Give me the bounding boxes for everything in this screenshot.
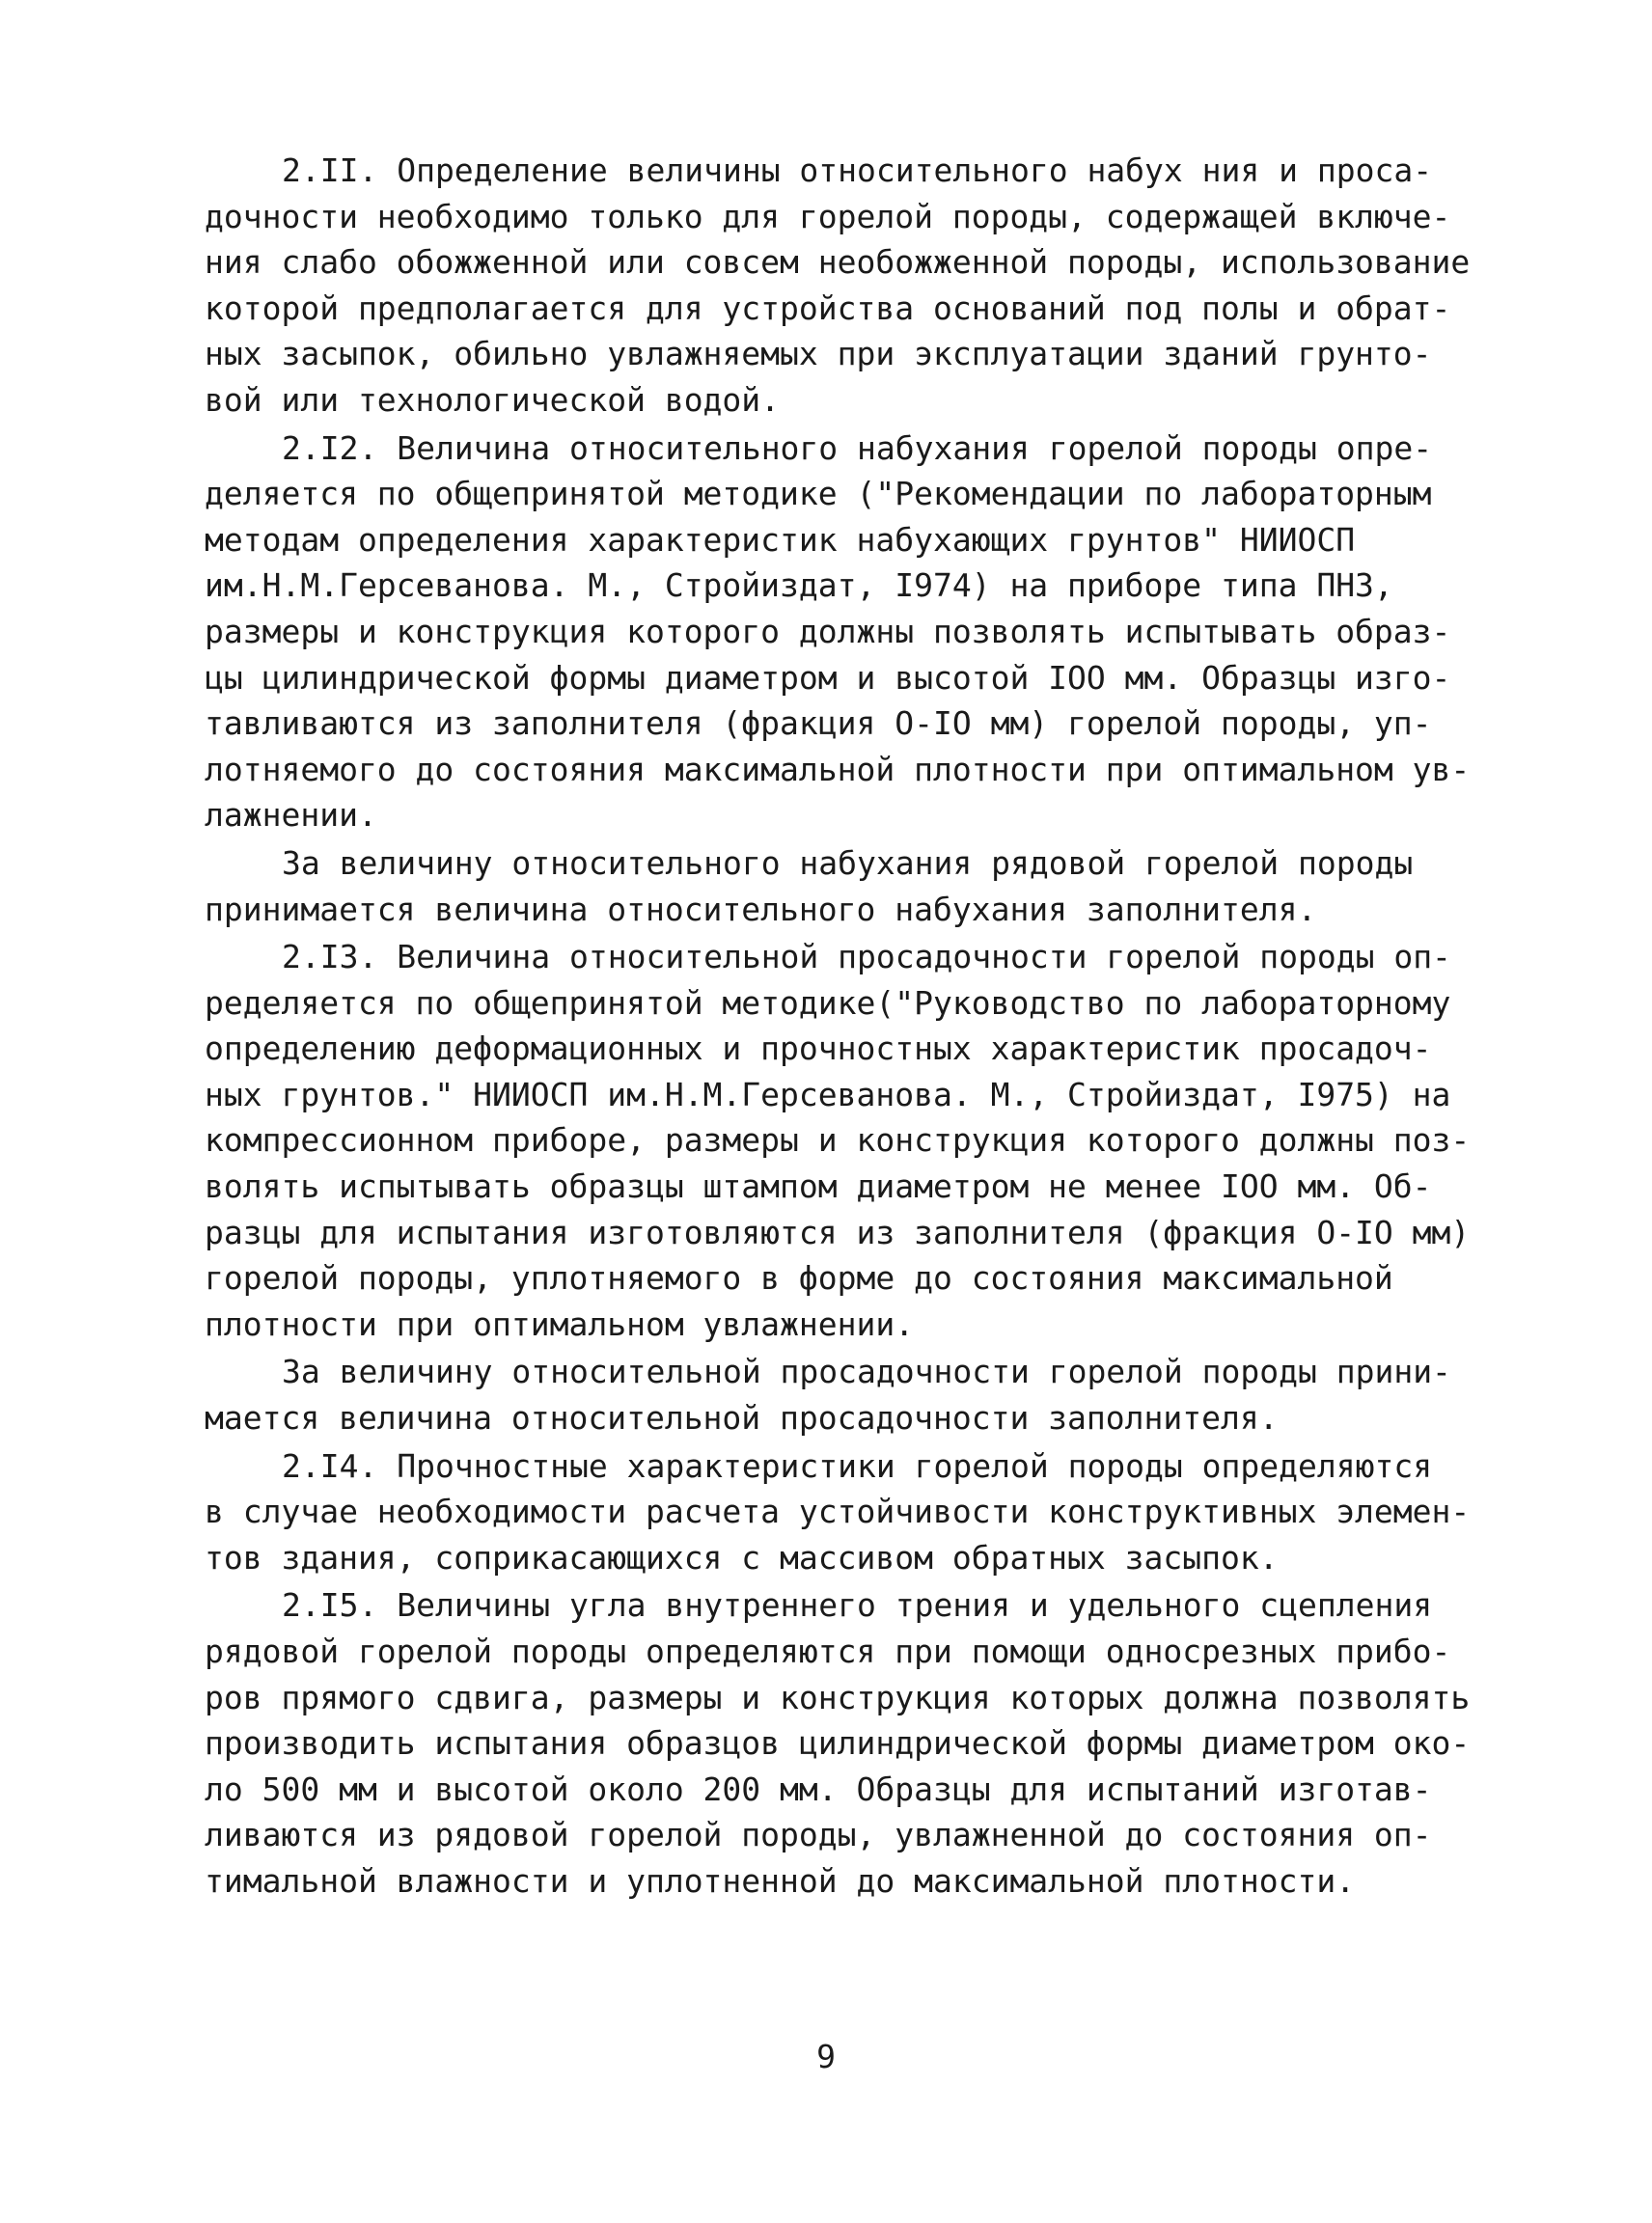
text-line: дочности необходимо только для горелой породы, содержащей включе-: [205, 197, 1451, 235]
text-line: ров прямого сдвига, размеры и конструкция которых должна позволять: [205, 1678, 1471, 1716]
paragraph-2-12: [205, 425, 1498, 838]
text-line: деляется по общепринятой методике ("Рекомендации по лабораторным: [205, 475, 1432, 513]
text-line: 2.I4. Прочностные характеристики горелой породы определяются: [282, 1446, 1433, 1485]
text-line: горелой породы, уплотняемого в форме до состояния максимальной: [205, 1259, 1393, 1298]
paragraph-2-14: [205, 1443, 1498, 1581]
text-line: плотности при оптимальном увлажнении.: [205, 1304, 915, 1343]
text-line: тимальной влажности и уплотненной до максимальной плотности.: [205, 1861, 1356, 1900]
text-line: им.Н.М.Герсеванова. М., Стройиздат, I974) на приборе типа ПНЗ,: [205, 566, 1393, 605]
text-line: 2.I3. Величина относительной просадочности горелой породы оп-: [282, 938, 1451, 976]
text-line: компрессионном приборе, размеры и конструкция которого должны поз-: [205, 1121, 1471, 1160]
text-line: За величину относительной просадочности горелой породы прини-: [282, 1353, 1451, 1391]
text-line: в случае необходимости расчета устойчивости конструктивных элемен-: [205, 1493, 1471, 1531]
text-line: которой предполагается для устройства оснований под полы и обрат-: [205, 288, 1451, 327]
text-line: За величину относительного набухания рядовой горелой породы: [282, 843, 1414, 882]
text-line: ных засыпок, обильно увлажняемых при эксплуатации зданий грунто-: [205, 335, 1432, 373]
text-line: 2.I5. Величины угла внутреннего трения и удельного сцепления: [282, 1586, 1433, 1625]
paragraph-2-13: [205, 934, 1498, 1347]
text-line: определению деформационных и прочностных характеристик просадоч-: [205, 1029, 1432, 1068]
text-line: тов здания, соприкасающихся с массивом обратных засыпок.: [205, 1538, 1279, 1577]
text-line: размеры и конструкция которого должны позволять испытывать образ-: [205, 612, 1451, 650]
paragraph-2-12-note: [205, 840, 1498, 932]
text-line: ределяется по общепринятой методике("Руководство по лабораторному: [205, 983, 1451, 1022]
paragraph-2-11: [205, 148, 1498, 424]
text-line: разцы для испытания изготовляются из заполнителя (фракция О-IO мм): [205, 1213, 1471, 1251]
text-line: тавливаются из заполнителя (фракция О-IO мм) горелой породы, уп-: [205, 704, 1432, 743]
text-line: производить испытания образцов цилиндрической формы диаметром око-: [205, 1724, 1471, 1763]
text-line: лотняемого до состояния максимальной плотности при оптимальном ув-: [205, 750, 1471, 788]
text-line: рядовой горелой породы определяются при помощи односрезных прибо-: [205, 1633, 1451, 1670]
text-line: мается величина относительной просадочности заполнителя.: [205, 1399, 1279, 1438]
body-text: [205, 148, 1498, 1905]
paragraph-2-13-note: [205, 1349, 1498, 1441]
text-line: ния слабо обожженной или совсем необожженной породы, использование: [205, 243, 1471, 282]
text-line: вой или технологической водой.: [205, 380, 781, 419]
paragraph-2-15: [205, 1582, 1498, 1904]
page-number: 9: [816, 2038, 836, 2075]
text-line: 2.I2. Величина относительного набухания горелой породы опре-: [282, 428, 1433, 467]
text-line: 2.II. Определение величины относительного набух ния и проса-: [282, 151, 1433, 189]
text-line: лажнении.: [205, 796, 377, 835]
text-line: методам определения характеристик набухающих грунтов" НИИОСП: [205, 520, 1356, 559]
text-line: волять испытывать образцы штампом диаметром не менее IOO мм. Об-: [205, 1167, 1432, 1206]
text-line: принимается величина относительного набухания заполнителя.: [205, 890, 1317, 928]
text-line: ло 500 мм и высотой около 200 мм. Образцы для испытаний изготав-: [205, 1770, 1432, 1808]
text-line: ливаются из рядовой горелой породы, увлажненной до состояния оп-: [205, 1816, 1432, 1854]
text-line: цы цилиндрической формы диаметром и высотой IOO мм. Образцы изго-: [205, 658, 1451, 697]
text-line: ных грунтов." НИИОСП им.Н.М.Герсеванова. М., Стройиздат, I975) на: [205, 1075, 1451, 1113]
